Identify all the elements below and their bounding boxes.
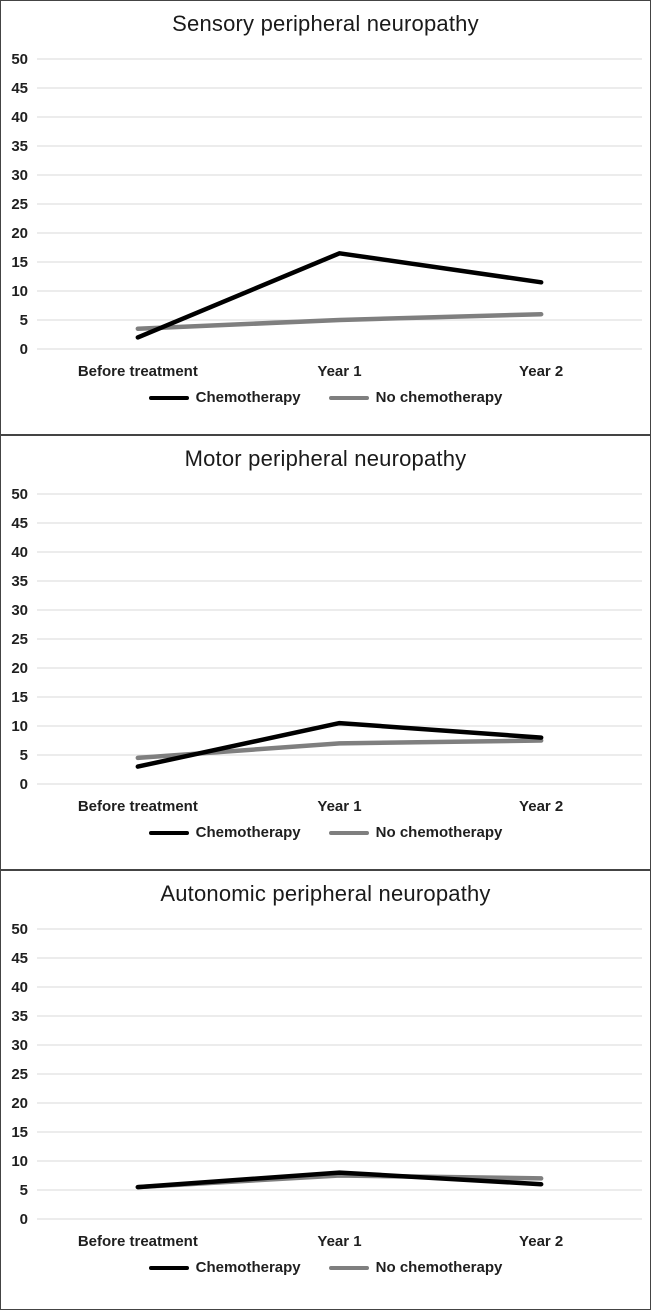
y-tick-label: 5 — [19, 1182, 28, 1199]
x-tick-label: Year 2 — [519, 798, 564, 815]
chart-title-sensory: Sensory peripheral neuropathy — [172, 11, 479, 36]
y-tick-label: 0 — [19, 341, 28, 358]
legend-label-no-chemotherapy: No chemotherapy — [375, 1259, 503, 1276]
y-tick-label: 45 — [11, 950, 28, 967]
y-tick-label: 0 — [19, 1211, 28, 1228]
x-tick-label: Year 1 — [317, 798, 362, 815]
y-tick-label: 10 — [11, 1153, 28, 1170]
legend-item-chemotherapy — [149, 389, 301, 406]
y-tick-label: 15 — [11, 254, 28, 271]
line-chart-sensory — [1, 41, 650, 387]
no-chemotherapy-line-swatch — [329, 831, 369, 835]
y-tick-label: 10 — [11, 283, 28, 300]
y-tick-label: 15 — [11, 1124, 28, 1141]
chart-panel-autonomic — [0, 870, 651, 1310]
x-tick-label: Year 2 — [519, 1233, 564, 1250]
y-tick-label: 50 — [11, 921, 28, 938]
legend-label-no-chemotherapy: No chemotherapy — [375, 389, 503, 406]
y-tick-label: 40 — [11, 979, 28, 996]
chart-title-motor: Motor peripheral neuropathy — [184, 446, 467, 471]
y-tick-label: 35 — [11, 573, 28, 590]
y-tick-label: 5 — [19, 312, 28, 329]
y-tick-label: 5 — [19, 747, 28, 764]
legend-item-no-chemotherapy — [329, 824, 503, 841]
y-tick-label: 50 — [11, 51, 28, 68]
y-tick-label: 35 — [11, 138, 28, 155]
line-chart-motor — [1, 476, 650, 822]
y-tick-label: 0 — [19, 776, 28, 793]
y-tick-label: 25 — [11, 196, 28, 213]
chemotherapy-line-swatch — [149, 396, 189, 400]
chart-title-autonomic: Autonomic peripheral neuropathy — [160, 881, 491, 906]
x-tick-label: Before treatment — [77, 798, 198, 815]
x-tick-label: Year 1 — [317, 1233, 362, 1250]
x-tick-label: Before treatment — [77, 363, 198, 380]
legend-item-no-chemotherapy — [329, 1259, 503, 1276]
y-tick-label: 40 — [11, 109, 28, 126]
series-line-no-chemotherapy — [138, 314, 541, 329]
y-tick-label: 30 — [11, 167, 28, 184]
y-tick-label: 50 — [11, 486, 28, 503]
y-tick-label: 40 — [11, 544, 28, 561]
chart-legend — [1, 824, 650, 841]
no-chemotherapy-line-swatch — [329, 1266, 369, 1270]
y-tick-label: 20 — [11, 1095, 28, 1112]
chart-legend — [1, 1259, 650, 1276]
legend-item-chemotherapy — [149, 824, 301, 841]
no-chemotherapy-line-swatch — [329, 396, 369, 400]
line-chart-autonomic — [1, 911, 650, 1257]
y-tick-label: 35 — [11, 1008, 28, 1025]
legend-label-chemotherapy: Chemotherapy — [195, 1259, 301, 1276]
y-tick-label: 20 — [11, 225, 28, 242]
y-tick-label: 20 — [11, 660, 28, 677]
x-tick-label: Year 1 — [317, 363, 362, 380]
y-tick-label: 10 — [11, 718, 28, 735]
y-tick-label: 25 — [11, 1066, 28, 1083]
chemotherapy-line-swatch — [149, 831, 189, 835]
legend-label-no-chemotherapy: No chemotherapy — [375, 824, 503, 841]
chart-panel-motor — [0, 435, 651, 870]
y-tick-label: 45 — [11, 80, 28, 97]
legend-item-chemotherapy — [149, 1259, 301, 1276]
chart-legend — [1, 389, 650, 406]
y-tick-label: 25 — [11, 631, 28, 648]
legend-label-chemotherapy: Chemotherapy — [195, 824, 301, 841]
chemotherapy-line-swatch — [149, 1266, 189, 1270]
legend-item-no-chemotherapy — [329, 389, 503, 406]
y-tick-label: 30 — [11, 1037, 28, 1054]
y-tick-label: 45 — [11, 515, 28, 532]
x-tick-label: Year 2 — [519, 363, 564, 380]
y-tick-label: 30 — [11, 602, 28, 619]
y-tick-label: 15 — [11, 689, 28, 706]
series-line-chemotherapy — [138, 1173, 541, 1188]
chart-panel-sensory — [0, 0, 651, 435]
x-tick-label: Before treatment — [77, 1233, 198, 1250]
legend-label-chemotherapy: Chemotherapy — [195, 389, 301, 406]
